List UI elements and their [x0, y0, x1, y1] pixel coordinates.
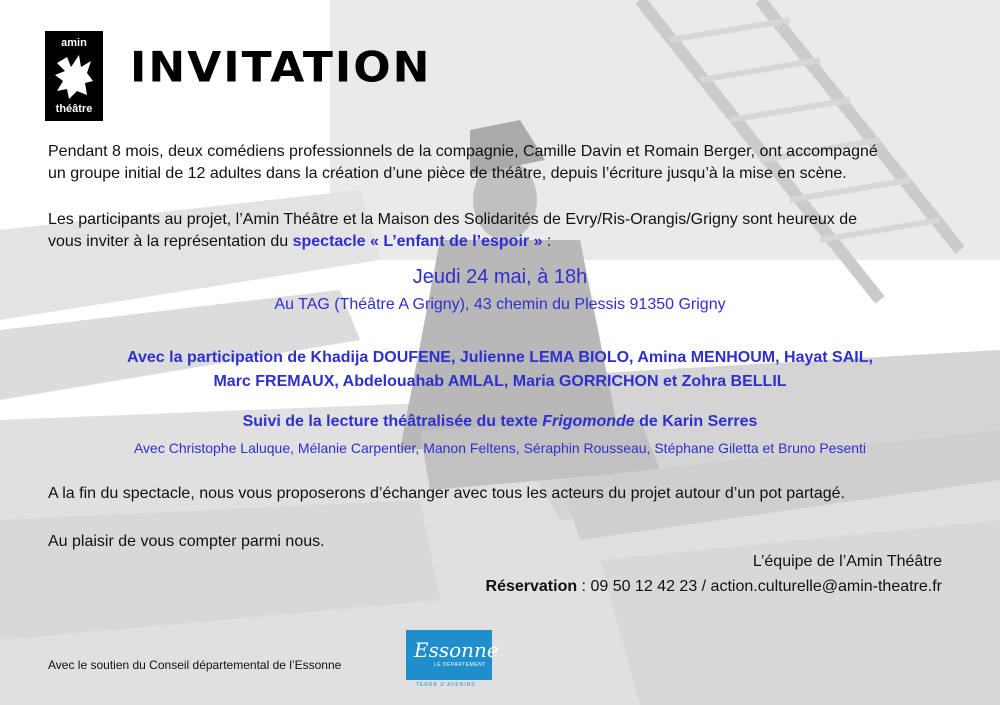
reservation-label: Réservation [485, 578, 578, 595]
winged-figure-icon [53, 53, 97, 101]
essonne-logo-text: Essonne [414, 638, 499, 662]
event-date: Jeudi 24 mai, à 18h [412, 266, 588, 288]
invitation-line-2 [48, 231, 857, 253]
intro-line-2: un groupe initial de 12 adultes dans la création d’une pièce de théâtre, depuis l’écriture jusqu’à la mise en scène. [48, 165, 847, 182]
page-title: INVITATION [130, 43, 432, 92]
reservation-line [486, 578, 942, 596]
reading-work: Frigomonde [542, 413, 635, 430]
greeting-line: Au plaisir de vous compter parmi nous. [48, 533, 325, 550]
essonne-logo [406, 630, 499, 680]
invitation-paragraph [48, 209, 857, 253]
reservation-details[interactable]: : 09 50 12 42 23 / action.culturelle@amin-theatre.fr [577, 578, 942, 595]
intro-paragraph [48, 141, 878, 185]
show-title: spectacle « L’enfant de l’espoir » [292, 233, 543, 250]
closing-paragraph: A la fin du spectacle, nous vous proposerons d’échanger avec tous les acteurs du projet autour d’un pot partagé. [48, 485, 845, 502]
event-place: Au TAG (Théâtre A Grigny), 43 chemin du Plessis 91350 Grigny [274, 296, 726, 313]
signature: L’équipe de l’Amin Théâtre [752, 553, 942, 570]
invitation-line-2-suffix: : [542, 233, 552, 250]
logo-text-bottom: théâtre [55, 103, 93, 115]
reading-title [0, 413, 1000, 431]
essonne-logo-sub: LE DÉPARTEMENT [434, 662, 486, 668]
intro-line-1: Pendant 8 mois, deux comédiens professionnels de la compagnie, Camille Davin et Romain Berger, ont accompagné [48, 143, 878, 160]
invitation-line-1: Les participants au projet, l’Amin Théâtre et la Maison des Solidarités de Evry/Ris-Orangis/Grigny sont heureux de [48, 211, 857, 228]
amin-theatre-logo [45, 31, 103, 121]
essonne-tagline: TERRE D’AVENIRS [416, 682, 476, 688]
logo-text-top: amin [61, 37, 87, 49]
invitation-line-2-prefix: vous inviter à la représentation du [48, 233, 293, 250]
reading-suffix: de Karin Serres [634, 413, 758, 430]
participation-block [0, 346, 1000, 394]
support-credit: Avec le soutien du Conseil départemental de l’Essonne [48, 658, 342, 672]
participation-line-1: Avec la participation de Khadija DOUFENE, Julienne LEMA BIOLO, Amina MENHOUM, Hayat SAIL, [127, 349, 873, 366]
reading-prefix: Suivi de la lecture théâtralisée du texte [242, 413, 543, 430]
participation-line-2: Marc FREMAUX, Abdelouahab AMLAL, Maria GORRICHON et Zohra BELLIL [213, 373, 787, 390]
reading-cast: Avec Christophe Laluque, Mélanie Carpentier, Manon Feltens, Séraphin Rousseau, Stéphane Giletta et Bruno Pesenti [133, 440, 867, 456]
